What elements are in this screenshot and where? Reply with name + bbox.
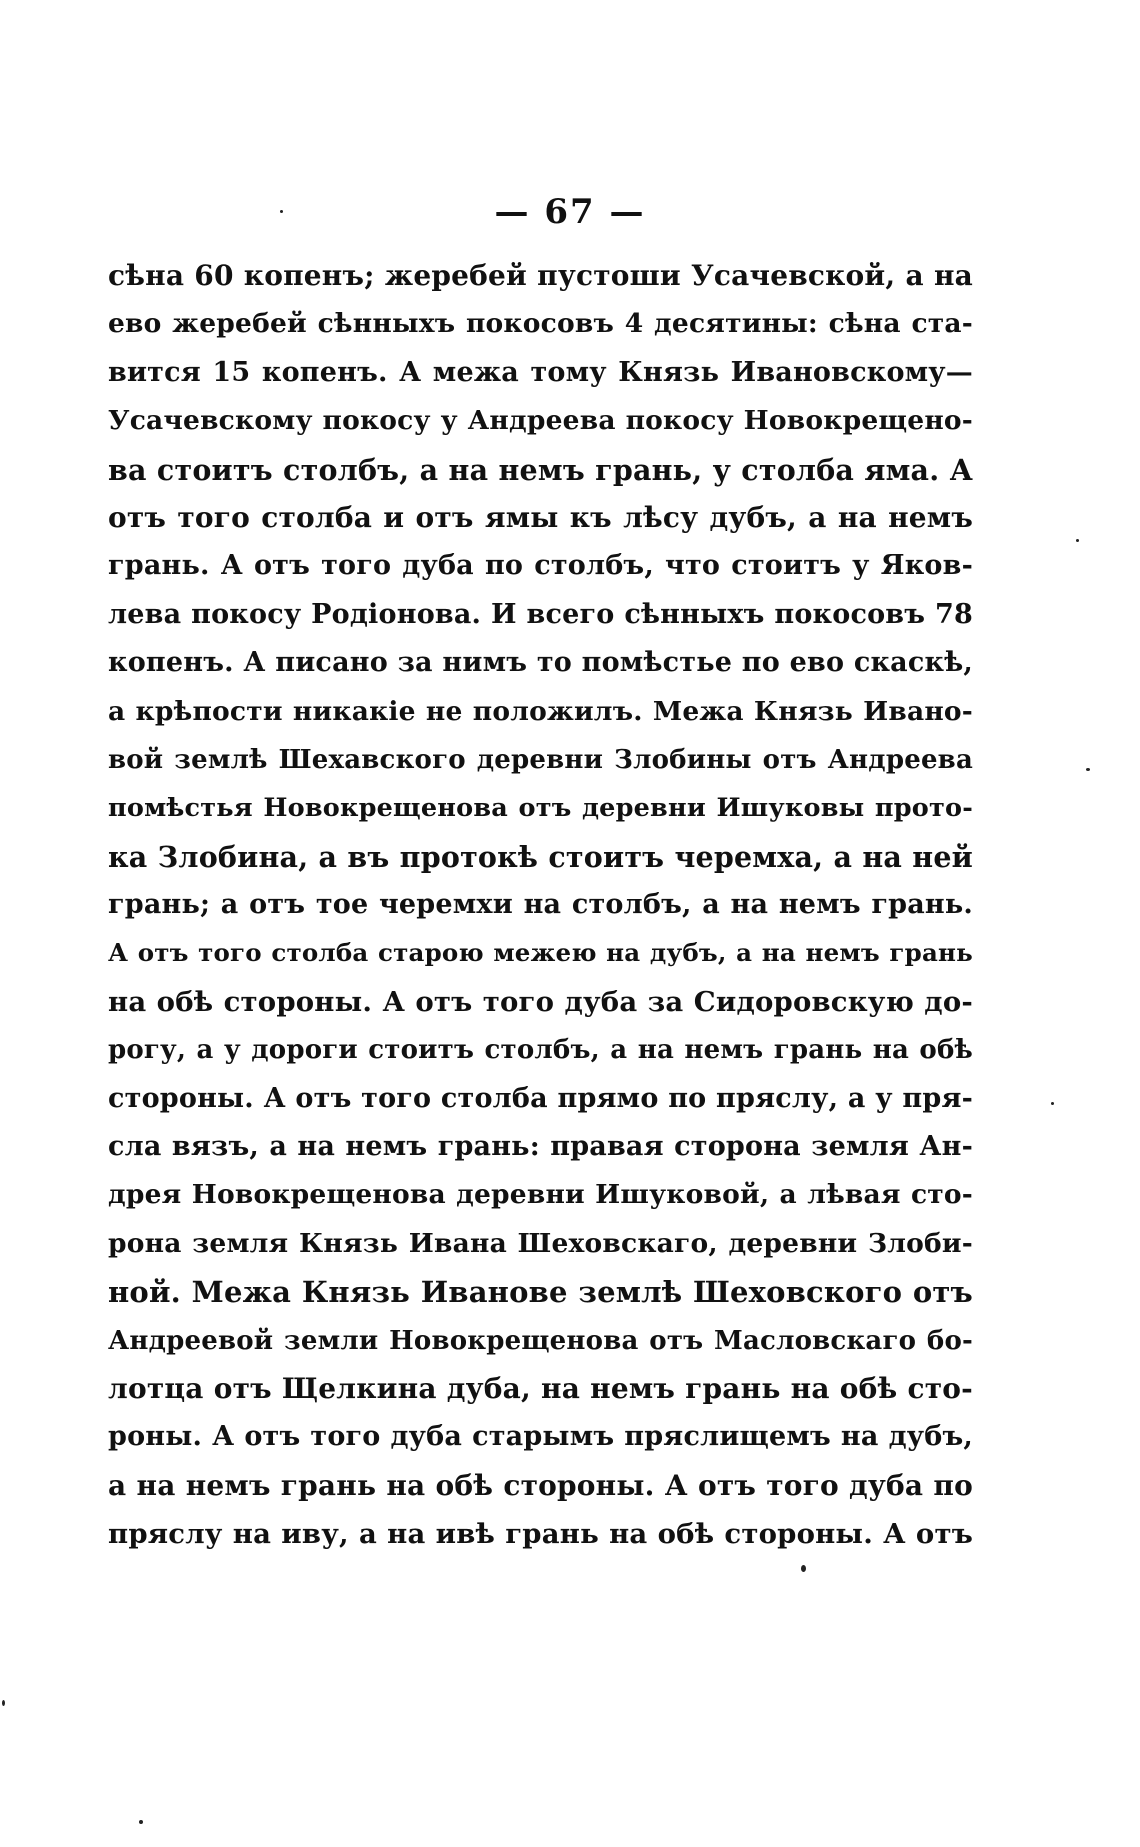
text-line: сѣна 60 копенъ; жеребей пустоши Усачевской, а на	[108, 259, 973, 292]
text-line: копенъ. А писано за нимъ то помѣстье по ево скаскѣ,	[108, 647, 973, 679]
scan-speck	[280, 210, 283, 213]
text-line: а крѣпости никакіе не положилъ. Межа Князь Ивано-	[108, 695, 973, 727]
text-line: рогу, а у дороги стоитъ столбъ, а на немъ грань на обѣ	[108, 1035, 973, 1066]
text-line: ка Злобина, а въ протокѣ стоитъ черемха, а на ней	[108, 839, 973, 874]
text-line: рона земля Князь Ивана Шеховскаго, деревни Злоби-	[108, 1227, 973, 1259]
page-number: — 67 —	[494, 192, 646, 232]
text-line: на обѣ стороны. А отъ того дуба за Сидоровскую до-	[108, 985, 973, 1018]
scan-speck	[1051, 1102, 1054, 1105]
text-line: вой землѣ Шехавского деревни Злобины отъ Андреева	[108, 744, 973, 775]
text-line: А отъ того столба старою межею на дубъ, а на немъ грань	[108, 938, 973, 968]
text-line: грань. А отъ того дуба по столбъ, что стоитъ у Яков-	[108, 550, 973, 582]
text-line: лотца отъ Щелкина дуба, на немъ грань на обѣ сто-	[108, 1371, 973, 1405]
scan-speck	[1076, 539, 1079, 542]
text-line: грань; а отъ тое черемхи на столбъ, а на немъ грань.	[108, 889, 973, 921]
text-line: а на немъ грань на обѣ стороны. А отъ того дуба по	[108, 1468, 973, 1502]
text-line: лева покосу Родіонова. И всего сѣнныхъ покосовъ 78	[108, 598, 973, 630]
text-line: отъ того столба и отъ ямы къ лѣсу дубъ, а на немъ	[108, 500, 973, 534]
text-line: Усачевскому покосу у Андреева покосу Новокрещено-	[108, 405, 973, 437]
text-line: помѣстья Новокрещенова отъ деревни Ишуковы прото-	[108, 793, 973, 824]
text-line: Андреевой земли Новокрещенова отъ Масловскаго бо-	[108, 1325, 973, 1356]
scan-speck	[2, 1700, 5, 1706]
text-line: вится 15 копенъ. А межа тому Князь Ивановскому—	[108, 356, 973, 388]
text-line: дрея Новокрещенова деревни Ишуковой, а лѣвая сто-	[108, 1179, 973, 1211]
scan-speck	[1086, 768, 1090, 771]
text-line: ной. Межа Князь Иванове землѣ Шеховского отъ	[108, 1275, 973, 1310]
text-line: сла вязъ, а на немъ грань: правая сторона земля Ан-	[108, 1131, 973, 1163]
scan-speck	[139, 1820, 143, 1824]
text-line: пряслу на иву, а на ивѣ грань на обѣ стороны. А отъ	[108, 1518, 973, 1551]
text-line: ва стоитъ столбъ, а на немъ грань, у столба яма. А	[108, 452, 973, 487]
scan-speck	[801, 1565, 806, 1572]
body-text	[108, 252, 973, 1559]
text-line: роны. А отъ того дуба старымъ пряслищемъ на дубъ,	[108, 1421, 973, 1453]
text-line: стороны. А отъ того столба прямо по пряслу, а у пря-	[108, 1082, 973, 1114]
text-line: ево жеребей сѣнныхъ покосовъ 4 десятины: сѣна ста-	[108, 308, 973, 340]
